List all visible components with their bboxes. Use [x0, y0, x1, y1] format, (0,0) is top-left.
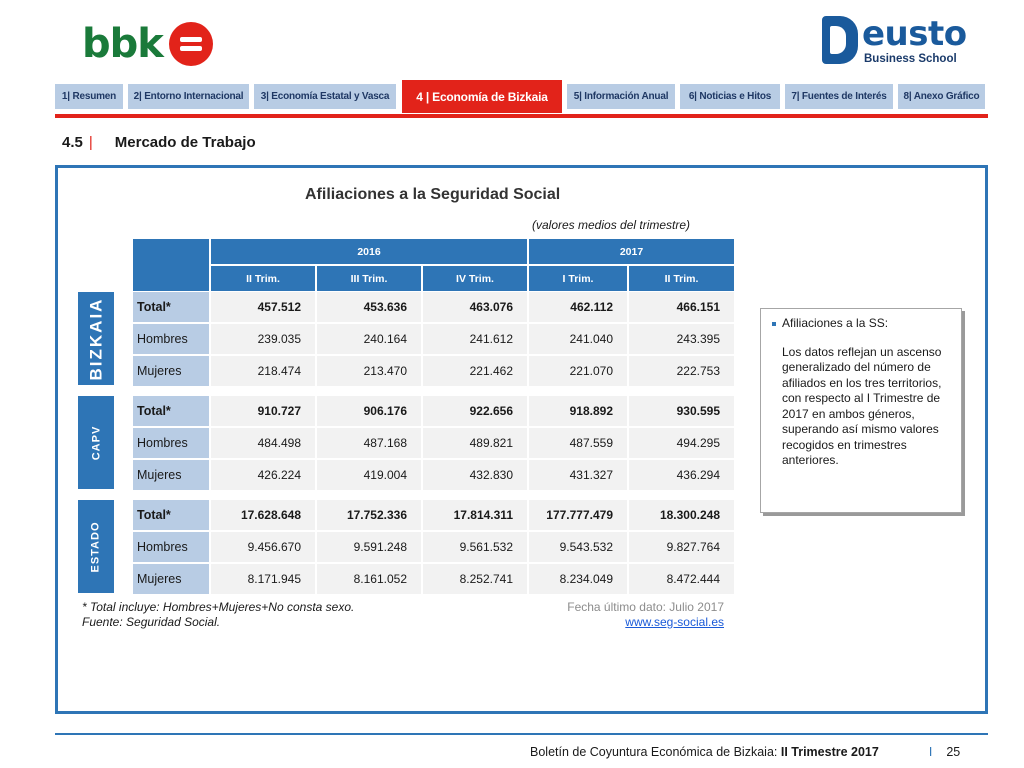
table-cell: 243.395 [629, 324, 734, 354]
table-cell: 462.112 [529, 292, 627, 322]
table-cell: 17.752.336 [317, 500, 421, 530]
tab-fuentes-interes[interactable]: 7| Fuentes de Interés [785, 84, 893, 109]
table-cell: 8.472.444 [629, 564, 734, 594]
tab-anexo-grafico[interactable]: 8| Anexo Gráfico [898, 84, 985, 109]
commentary-box [760, 308, 962, 513]
row-label: Hombres [133, 428, 209, 458]
bbk-logo-text: bbk [82, 21, 163, 67]
table-cell: 8.252.741 [423, 564, 527, 594]
table-cell: 910.727 [211, 396, 315, 426]
section-name: Mercado de Trabajo [114, 134, 256, 151]
tab-economia-bizkaia[interactable]: 4 | Economía de Bizkaia [402, 80, 562, 113]
table-cell: 906.176 [317, 396, 421, 426]
group-label-capv [78, 396, 114, 489]
header-year-2016: 2016 [211, 239, 527, 264]
row-label: Mujeres [133, 356, 209, 386]
table-title: Afiliaciones a la Seguridad Social [305, 186, 561, 203]
table-cell: 463.076 [423, 292, 527, 322]
table-cell: 9.561.532 [423, 532, 527, 562]
header-quarter: III Trim. [317, 266, 421, 291]
header-quarter: I Trim. [529, 266, 627, 291]
bullet-icon [772, 322, 776, 326]
table-cell: 9.543.532 [529, 532, 627, 562]
table-cell: 9.456.670 [211, 532, 315, 562]
table-cell: 484.498 [211, 428, 315, 458]
table-cell: 213.470 [317, 356, 421, 386]
table-cell: 17.814.311 [423, 500, 527, 530]
commentary-heading: Afiliaciones a la SS: [782, 316, 889, 330]
section-number: 4.5 [62, 134, 83, 151]
commentary-body: Los datos reflejan un ascenso generalizado del número de afiliados en los tres territorios, con respecto al I Trimestre de 2017 en ambos géneros, superando así mismo valores recogidos en trimestres anteriores. [782, 344, 942, 467]
row-label: Mujeres [133, 564, 209, 594]
table-cell: 466.151 [629, 292, 734, 322]
footer-line [55, 733, 988, 735]
row-label: Total* [133, 292, 209, 322]
table-cell: 918.892 [529, 396, 627, 426]
table-cell: 419.004 [317, 460, 421, 490]
tab-resumen[interactable]: 1| Resumen [55, 84, 123, 109]
group-label-text: ESTADO [90, 520, 102, 573]
tab-economia-estatal-vasca[interactable]: 3| Economía Estatal y Vasca [254, 84, 396, 109]
page-number: 25 [946, 745, 961, 759]
row-label: Total* [133, 500, 209, 530]
table-cell: 17.628.648 [211, 500, 315, 530]
table-cell: 239.035 [211, 324, 315, 354]
row-label: Mujeres [133, 460, 209, 490]
table-cell: 9.591.248 [317, 532, 421, 562]
table-cell: 9.827.764 [629, 532, 734, 562]
table-cell: 489.821 [423, 428, 527, 458]
group-label-text: CAPV [90, 425, 102, 460]
group-label-bizkaia [78, 292, 114, 385]
date-and-link [520, 600, 724, 630]
table-cell: 218.474 [211, 356, 315, 386]
deusto-d-icon [822, 16, 858, 64]
nav-underline [55, 114, 988, 118]
table-notes [82, 600, 354, 630]
table-cell: 432.830 [423, 460, 527, 490]
table-cell: 8.171.945 [211, 564, 315, 594]
footer-text: Boletín de Coyuntura Económica de Bizkaia: [530, 745, 781, 759]
deusto-logo [822, 16, 967, 66]
table-cell: 240.164 [317, 324, 421, 354]
table-cell: 18.300.248 [629, 500, 734, 530]
row-label: Hombres [133, 324, 209, 354]
bbk-logo-icon [169, 22, 213, 66]
table-cell: 177.777.479 [529, 500, 627, 530]
table-cell: 436.294 [629, 460, 734, 490]
table-cell: 453.636 [317, 292, 421, 322]
header-quarter: IV Trim. [423, 266, 527, 291]
table-subtitle: (valores medios del trimestre) [532, 218, 691, 232]
tab-informacion-anual[interactable]: 5| Información Anual [567, 84, 675, 109]
table-cell: 922.656 [423, 396, 527, 426]
deusto-logo-sub: Business School [864, 53, 957, 65]
table-cell: 426.224 [211, 460, 315, 490]
source-link[interactable]: www.seg-social.es [625, 615, 724, 629]
tab-noticias-hitos[interactable]: 6| Noticias e Hitos [680, 84, 780, 109]
bbk-logo [82, 22, 213, 66]
header-quarter: II Trim. [211, 266, 315, 291]
table-cell: 487.168 [317, 428, 421, 458]
section-separator: | [88, 134, 93, 151]
header-year-2017: 2017 [529, 239, 734, 264]
table-cell: 930.595 [629, 396, 734, 426]
table-cell: 8.234.049 [529, 564, 627, 594]
total-note: * Total incluye: Hombres+Mujeres+No consta sexo. [82, 600, 355, 614]
deusto-logo-text: eusto [862, 14, 967, 54]
table-cell: 431.327 [529, 460, 627, 490]
table-cell: 457.512 [211, 292, 315, 322]
table-cell: 221.462 [423, 356, 527, 386]
group-label-estado [78, 500, 114, 593]
table-cell: 222.753 [629, 356, 734, 386]
table-cell: 8.161.052 [317, 564, 421, 594]
row-label: Total* [133, 396, 209, 426]
header-quarter: II Trim. [629, 266, 734, 291]
last-data-date: Fecha último dato: Julio 2017 [567, 600, 724, 614]
group-label-text: BIZKAIA [86, 297, 106, 380]
table-cell: 221.070 [529, 356, 627, 386]
table-cell: 494.295 [629, 428, 734, 458]
footer-separator: I [928, 745, 933, 759]
section-title [62, 134, 256, 151]
table-corner [133, 239, 209, 291]
table-cell: 487.559 [529, 428, 627, 458]
source-note: Fuente: Seguridad Social. [82, 615, 221, 629]
tab-entorno-internacional[interactable]: 2| Entorno Internacional [128, 84, 249, 109]
footer [530, 745, 960, 759]
row-label: Hombres [133, 532, 209, 562]
footer-period: II Trimestre 2017 [780, 745, 879, 759]
table-cell: 241.040 [529, 324, 627, 354]
table-cell: 241.612 [423, 324, 527, 354]
